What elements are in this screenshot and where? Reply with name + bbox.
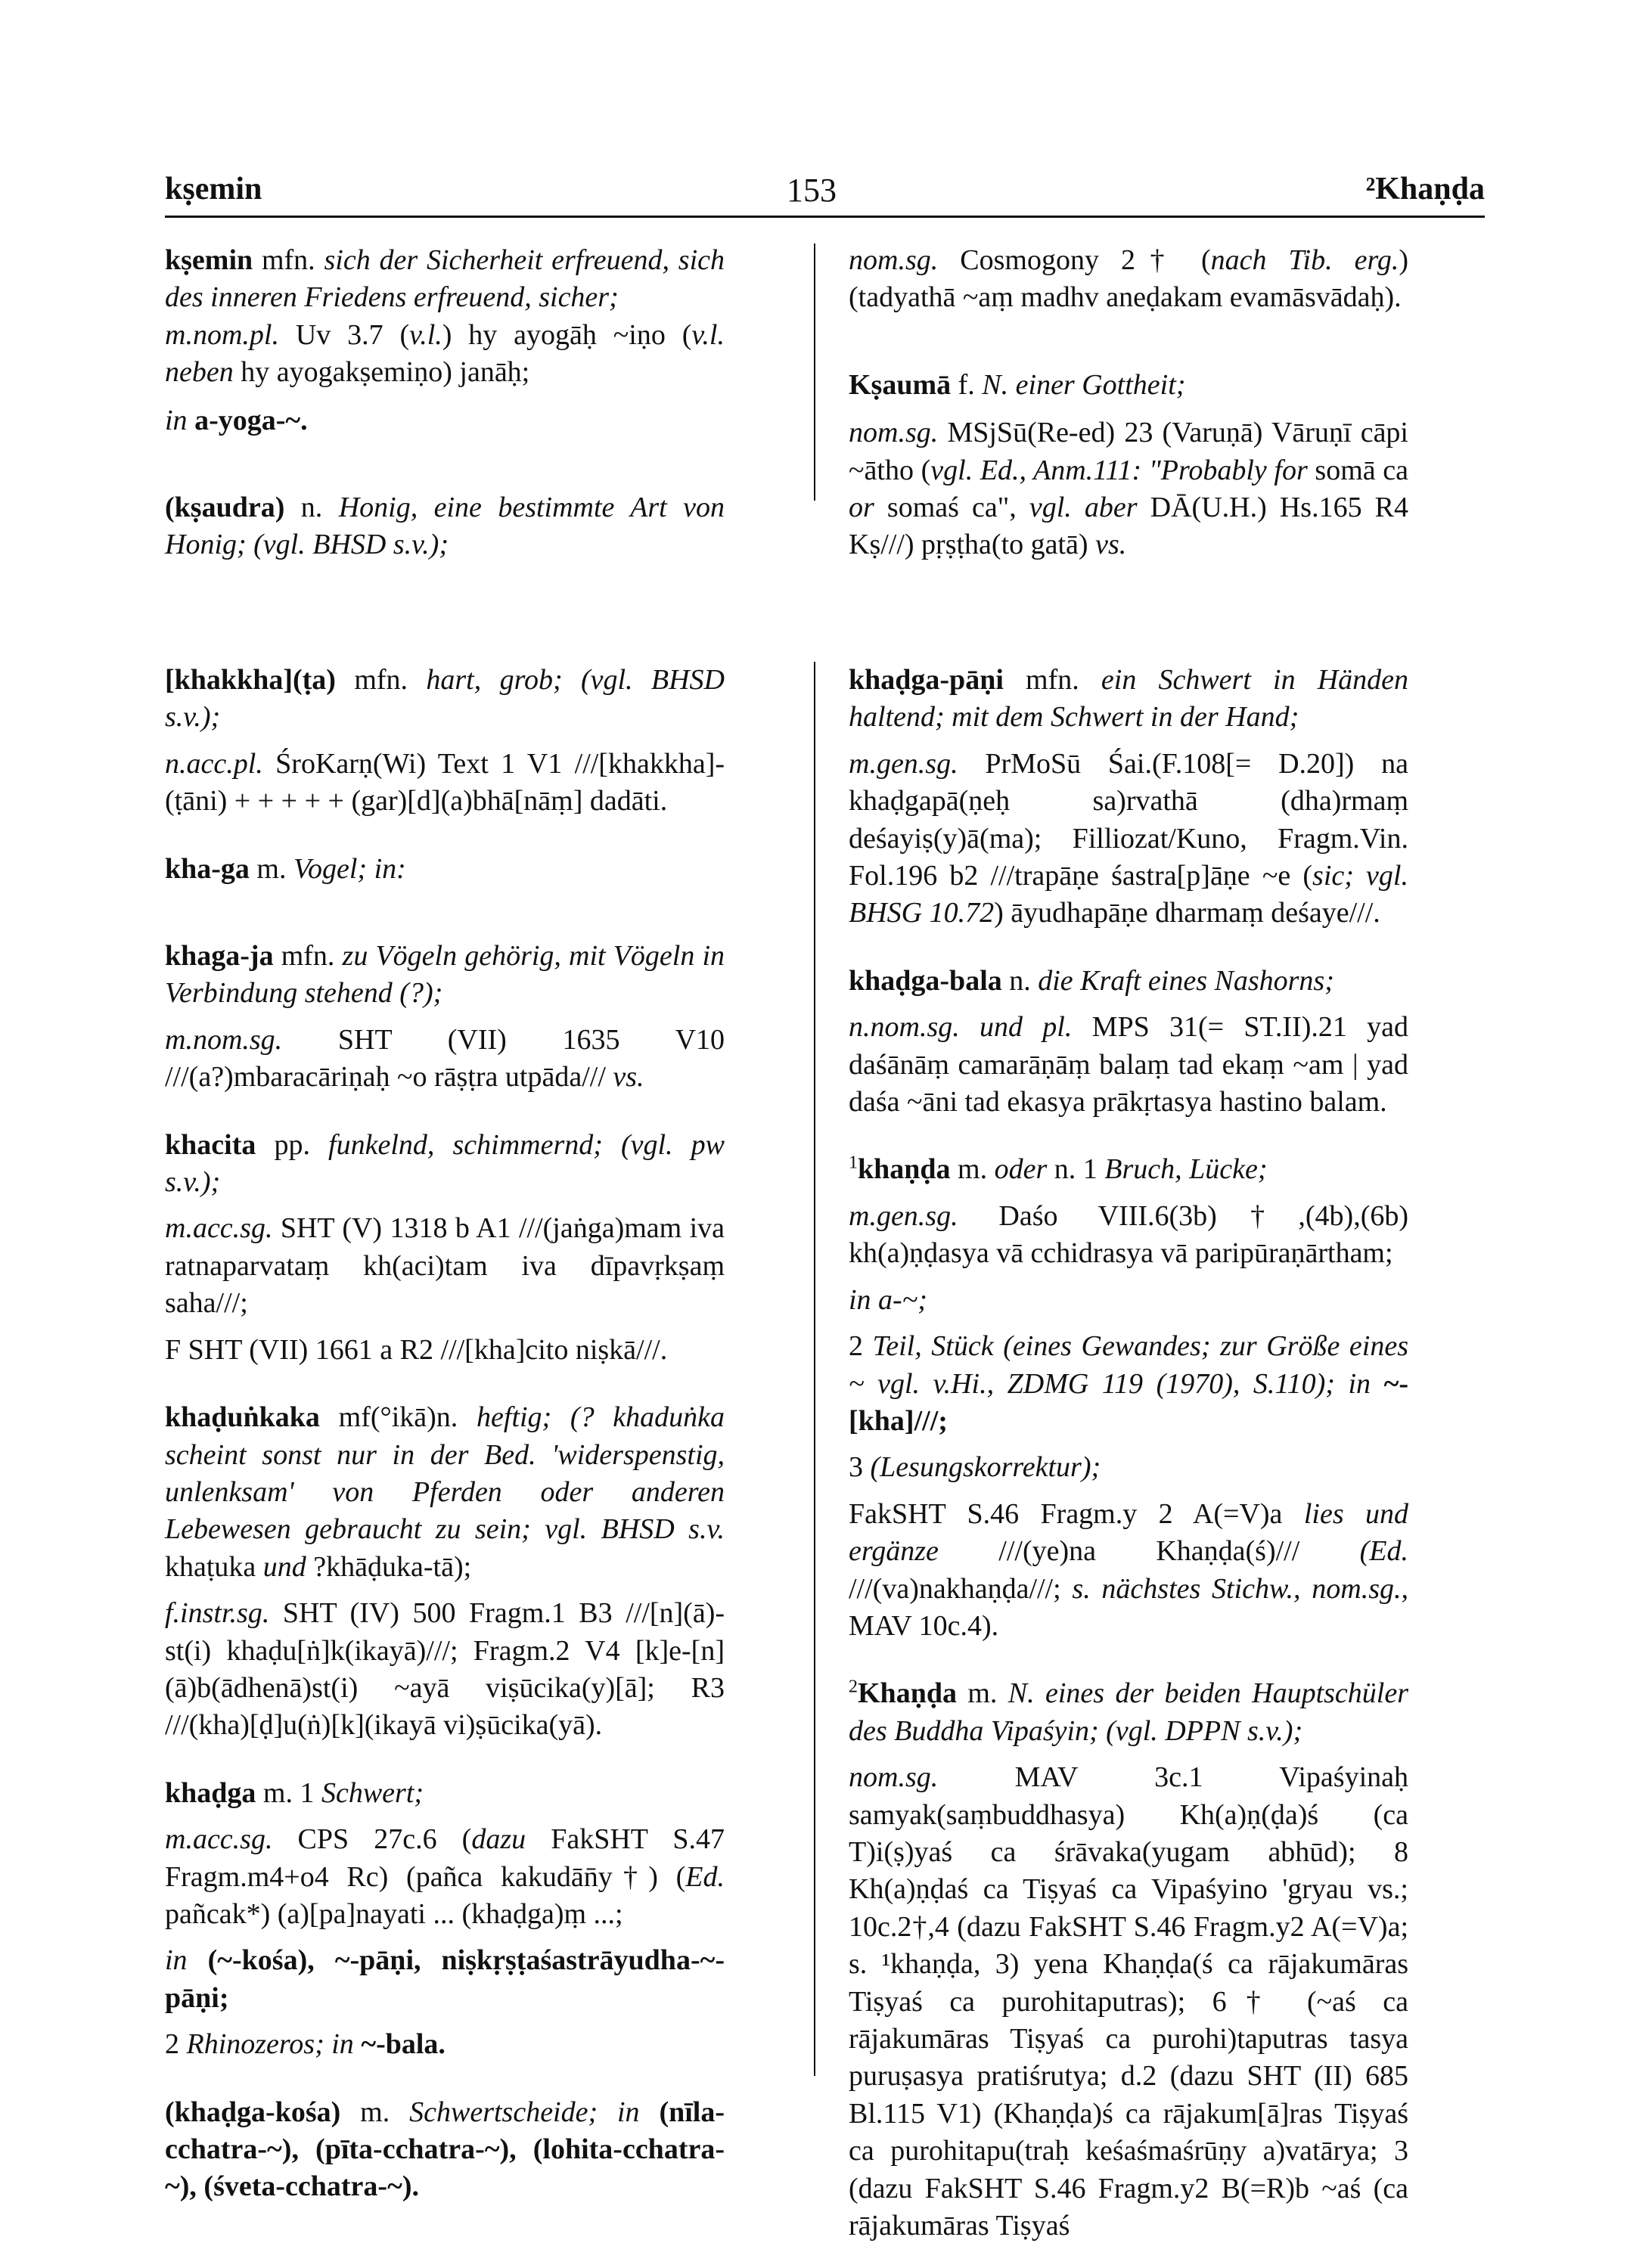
headword: khaṇḍa [858, 1153, 951, 1186]
headword: khacita [165, 1128, 256, 1161]
headword: kha-ga [165, 852, 250, 885]
headword: kṣemin [165, 244, 253, 276]
entry-kshauma: Kṣaumā f. N. einer Gottheit; [849, 368, 1186, 401]
column-left-top: kṣemin mfn. sich der Sicherheit erfreuend, sich des inneren Friedens erfreuend, sicher; m.nom.pl. Uv 3.7 (v.l.) hy ayogāḥ ~iṇo (v.l. neben hy ayogakṣemiṇo) janāḥ; in a-yoga-~. (kṣaudra) n. Honig, eine bestimmte Art von Honig; (vgl. BHSD s.v.); [165, 242, 725, 564]
entry-kshemin: kṣemin mfn. sich der Sicherheit erfreuend, sich des inneren Friedens erfreuend, sicher; [165, 244, 725, 314]
headword: khaḍga [165, 1776, 256, 1809]
entry-khanda-1: $^1$khaṇḍa m. oder n. 1 Bruch, Lücke; [849, 1153, 1268, 1186]
entry-khadga-kosha: (khaḍga-kośa) m. Schwertscheide; in (nīla-cchatra-~), (pīta-cchatra-~), (lohita-cchatra-~), (śveta-cchatra-~). [165, 2096, 725, 2203]
headword: (kṣaudra) [165, 492, 285, 524]
headword: khaga-ja [165, 940, 274, 973]
headword: [khakkha](ṭa) [165, 664, 336, 696]
headword: (khaḍga-kośa) [165, 2096, 341, 2128]
entry-khadga-pani: khaḍga-pāṇi mfn. ein Schwert in Händen haltend; mit dem Schwert in der Hand; [849, 664, 1409, 734]
column-right-bottom: khaḍga-pāṇi mfn. ein Schwert in Händen haltend; mit dem Schwert in der Hand; m.gen.sg. PrMoSū Śai.(F.108[= D.20]) na khaḍgapā(ṇeḥ sa)rvathā (dha)rmaṃ deśayiṣ(y)ā(ma); Filliozat/Kuno, Fragm.Vin. Fol.196 b2 ///trapāṇe śastra[p]āṇe ~e (sic; vgl. BHSG 10.72) āyudhapāṇe dharmaṃ deśaye///. khaḍga-bala n. die Kraft eines Nashorns; n.nom.sg. und pl. MPS 31(= ST.II).21 yad daśānāṃ camarāṇāṃ balaṃ tad ekaṃ ~am | yad daśa ~āni tad ekasya prākṛtasya hastino balam. $^1$khaṇḍa m. oder n. 1 Bruch, Lücke; m.gen.sg. Daśo VIII.6(3b)†,(4b),(6b) kh(a)ṇḍasya vā cchidrasya vā paripūraṇārtham; in a-~; 2 Teil, Stück (eines Gewandes; zur Größe eines ~ vgl. v.Hi., ZDMG 119 (1970), S.110); in ~-[kha]///; 3 (Lesungskorrektur); FakSHT S.46 Fragm.y 2 A(=V)a lies und ergänze ///(ye)na Khaṇḍa(ś)/// (Ed. ///(va)nakhaṇḍa///; s. nächstes Stichw., nom.sg., MAV 10c.4). $^2$Khaṇḍa m. N. eines der beiden Hauptschüler des Buddha Vipaśyin; (vgl. DPPN s.v.); nom.sg. MAV 3c.1 Vipaśyinaḥ samyak(saṃbuddhasya) Kh(a)ṇ(ḍa)ś (ca T)i(ṣ)yaś ca śrāvaka(yugam abhūd); 8 Kh(a)ṇḍaś ca Tiṣyaś ca Vipaśyino 'gryau vs.; 10c.2†,4 (dazu FakSHT S.46 Fragm.y2 A(=V)a; s. ¹khaṇḍa, 3) yena Khaṇḍa(ś ca rājakumāras Tiṣyaś ca purohitaputras); 6† (~aś ca rājakumāras Tiṣyaś ca purohi)taputras tasya puruṣasya pratiśrutya; d.2 (dazu SHT (II) 685 Bl.115 V1) (Khaṇḍa)ś ca rājakum[ā]ras Tiṣyaś ca purohitapu(traḥ keśaśmaśrūṇy a)vatārya; 3 (dazu FakSHT S.46 Fragm.y2 B(=R)b ~aś (ca rājakumāras Tiṣyaś [849, 662, 1408, 2245]
running-head-right: ²Khaṇḍa [1365, 172, 1485, 206]
column-divider-top [814, 244, 815, 501]
column-left-bottom: [khakkha](ṭa) mfn. hart, grob; (vgl. BHSD s.v.); n.acc.pl. ŚroKarṇ(Wi) Text 1 V1 ///[khakkha]-(ṭāni) + + + + + (gar)[d](a)bhā[nāṃ] dadāti. kha-ga m. Vogel; in: khaga-ja mfn. zu Vögeln gehörig, mit Vögeln in Verbindung stehend (?); m.nom.sg. SHT (VII) 1635 V10 ///(a?)mbaracāriṇaḥ ~o rāṣṭra utpāda/// vs. khacita pp. funkelnd, schimmernd; (vgl. pw s.v.); m.acc.sg. SHT (V) 1318 b A1 ///(jaṅga)mam iva ratnaparvataṃ kh(aci)tam iva dīpavṛkṣaṃ saha///; F SHT (VII) 1661 a R2 ///[kha]cito niṣkā///. khaḍuṅkaka mf(°ikā)n. heftig; (? khaduṅka scheint sonst nur in der Bed. 'widerspenstig, unlenksam' von Pferden oder anderen Lebewesen gebraucht zu sein; vgl. BHSD s.v. khaṭuka und ?khāḍuka-tā); f.instr.sg. SHT (IV) 500 Fragm.1 B3 ///[n](ā)-st(i) khaḍu[ṅ]k(ikayā)///; Fragm.2 V4 [k]e-[n](ā)b(ādhenā)st(i) ~ayā viṣūcika(y)[ā]; R3 ///(kha)[ḍ]u(ṅ)[k](ikayā vi)ṣūcika(yā). khaḍga m. 1 Schwert; m.acc.sg. CPS 27c.6 (dazu FakSHT S.47 Fragm.m4+o4 Rc) (pañca kakudān̄y†) (Ed. pañcak*) (a)[pa]nayati ... (khaḍga)ṃ ...; in (~-kośa), ~-pāṇi, niṣkṛṣṭaśastrāyudha-~-pāṇi; 2 Rhinozeros; in ~-bala. (khaḍga-kośa) m. Schwertscheide; in (nīla-cchatra-~), (pīta-cchatra-~), (lohita-cchatra-~), (śveta-cchatra-~). [165, 662, 725, 2206]
page-number: 153 [787, 172, 837, 209]
headword: Kṣaumā [849, 368, 952, 401]
entry-khakkhata: [khakkha](ṭa) mfn. hart, grob; (vgl. BHSD s.v.); [165, 664, 725, 734]
running-head-left: kṣemin [165, 172, 262, 206]
entry-khacita: khacita pp. funkelnd, schimmernd; (vgl. pw s.v.); [165, 1128, 725, 1199]
entry-khagaja: khaga-ja mfn. zu Vögeln gehörig, mit Vögeln in Verbindung stehend (?); [165, 940, 725, 1010]
column-right-top: nom.sg. Cosmogony 2† (nach Tib. erg.) (tadyathā ~aṃ madhv aneḍakam evamāsvādaḥ). Kṣaumā f. N. einer Gottheit; nom.sg. MSjSū(Re-ed) 23 (Varuṇā) Vāruṇī cāpi ~ātho (vgl. Ed., Anm.111: "Probably for somā ca or somaś ca", vgl. aber DĀ(U.H.) Hs.165 R4 Kṣ///) pṛṣṭha(to gatā) vs. [849, 244, 1409, 561]
headword: khaḍuṅkaka [165, 1401, 320, 1434]
entry-khadga: khaḍga m. 1 Schwert; [165, 1776, 424, 1809]
entry-khadga-bala: khaḍga-bala n. die Kraft eines Nashorns; [849, 964, 1334, 997]
headword: Khaṇḍa [858, 1677, 957, 1710]
headword: khaḍga-pāṇi [849, 664, 1004, 696]
header-rule [165, 216, 1485, 218]
entry-khadunkaka: khaḍuṅkaka mf(°ikā)n. heftig; (? khaduṅka scheint sonst nur in der Bed. 'widerspenstig, unlenksam' von Pferden oder anderen Lebewesen gebraucht zu sein; vgl. BHSD s.v. khaṭuka und ?khāḍuka-tā); [165, 1401, 725, 1583]
column-divider-bottom [814, 662, 815, 2076]
entry-kshaudra: (kṣaudra) n. Honig, eine bestimmte Art von Honig; (vgl. BHSD s.v.); [165, 492, 725, 561]
entry-khaga: kha-ga m. Vogel; in: [165, 852, 406, 885]
headword: khaḍga-bala [849, 964, 1002, 997]
entry-khanda-2: $^2$Khaṇḍa m. N. eines der beiden Hauptschüler des Buddha Vipaśyin; (vgl. DPPN s.v.); [849, 1677, 1409, 1747]
